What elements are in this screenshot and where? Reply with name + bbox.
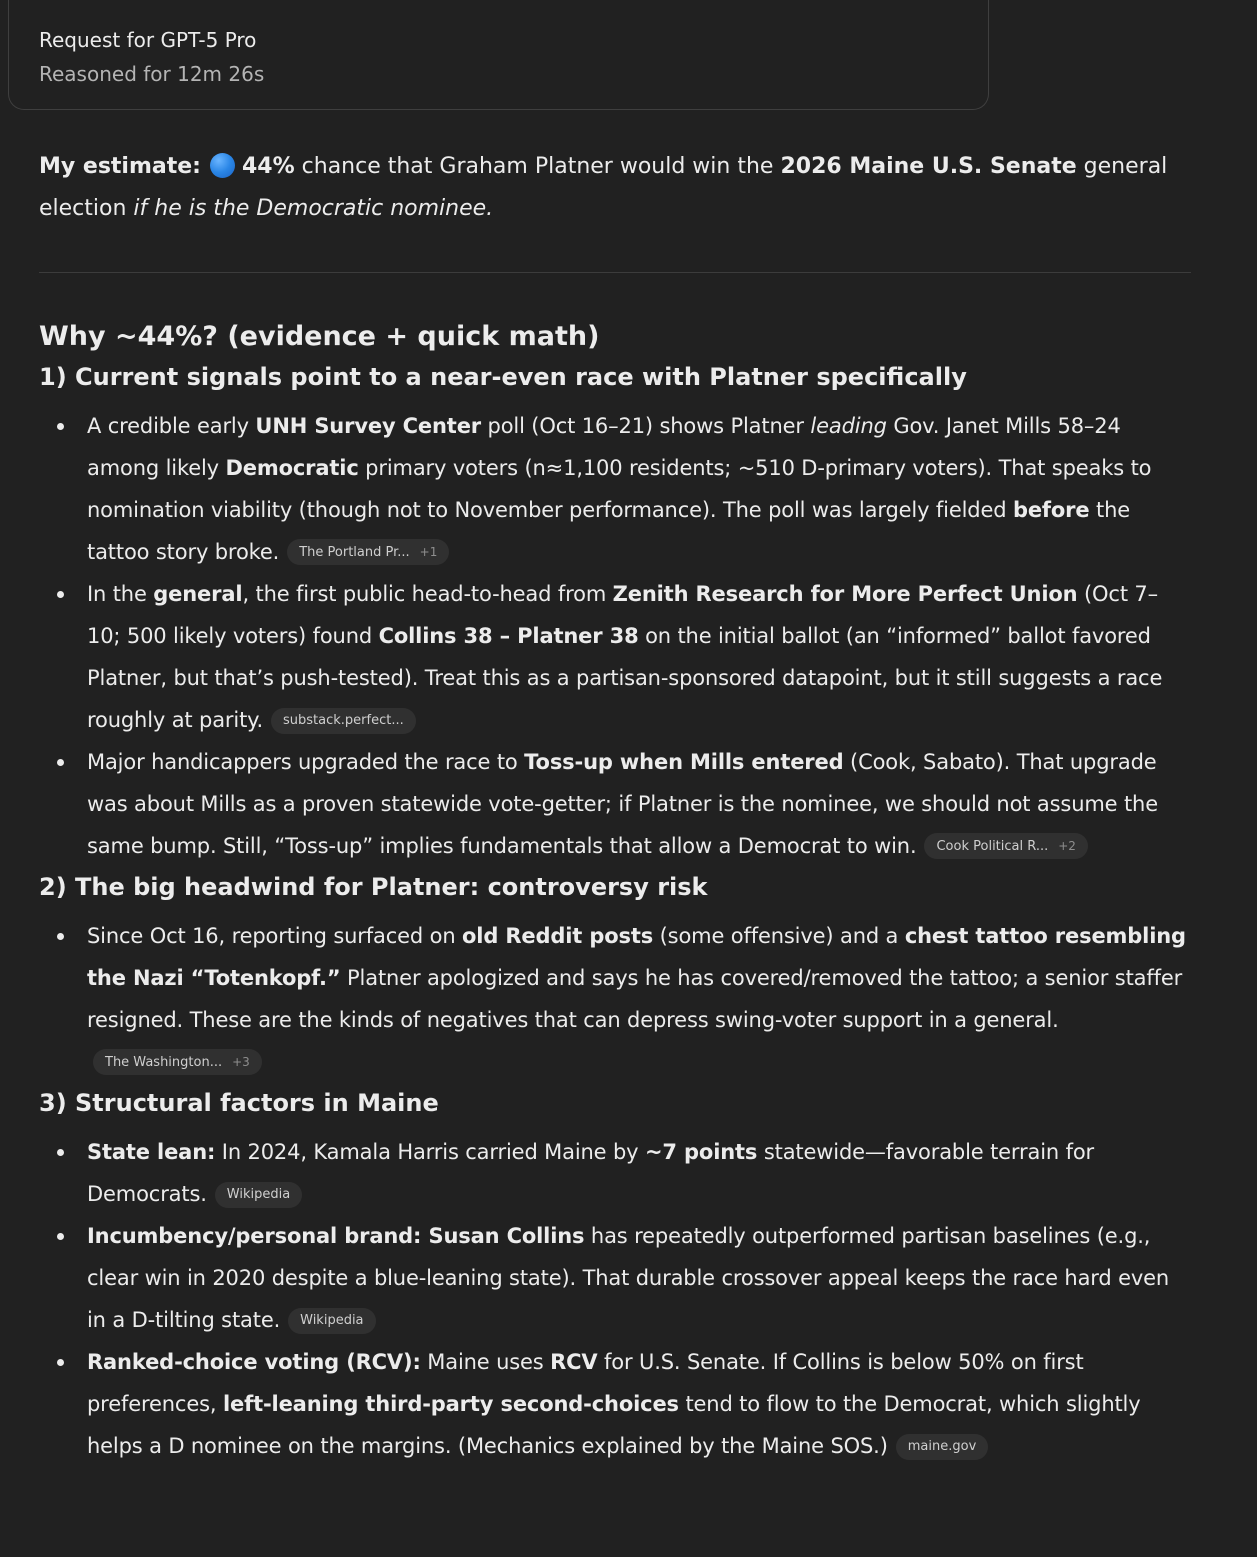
text: statewide—favorable terrain for Democrats. [87, 1140, 1095, 1206]
text: Gov. Janet Mills 58–24 among likely [87, 414, 1121, 480]
divider [39, 272, 1191, 273]
text: , the first public head-to-head from [242, 582, 613, 606]
bold-text: left-leaning third-party second-choices [222, 1392, 679, 1416]
bold-text: Ranked-choice voting (RCV): [87, 1350, 421, 1374]
section-title: 1) Current signals point to a near-even race with Platner specifically [39, 363, 967, 391]
bold-text: before [1012, 498, 1090, 522]
bold-text: ~7 points [644, 1140, 758, 1164]
text: on the initial ballot (an “informed” ballot favored Platner, but that’s push-tested). Treat this as a partisan-sponsored datapoint, but it still suggests a race roughly at parity. [87, 624, 1163, 732]
text: for U.S. Senate. If Collins is below 50% on first preferences, [87, 1350, 1084, 1416]
section-title: 3) Structural factors in Maine [39, 1089, 439, 1117]
blue-circle-icon [210, 153, 235, 178]
section-title: 2) The big headwind for Platner: controversy risk [39, 873, 708, 901]
text: primary voters (n≈1,100 residents; ~510 D-primary voters). That speaks to nomination viability (though not to November performance). The poll was largely fielded [87, 456, 1152, 522]
bold-text: old Reddit posts [462, 924, 654, 948]
response-content [39, 146, 1191, 1467]
bold-text: Zenith Research for More Perfect Union [612, 582, 1078, 606]
text: Maine uses [420, 1350, 551, 1374]
list-item [39, 1341, 1191, 1467]
bullet-list [39, 1131, 1191, 1467]
reasoning-duration[interactable]: Reasoned for 12m 26s [39, 62, 265, 86]
text: In the [87, 582, 154, 606]
source-citation-chip[interactable] [271, 708, 416, 734]
estimate-text-2: general election [39, 154, 1168, 221]
list-item [39, 1131, 1191, 1215]
citation-label: The Portland Pr... [299, 545, 410, 560]
estimate-percent: 44% [241, 154, 295, 179]
bold-text: State lean: [87, 1140, 216, 1164]
citation-label: Cook Political R... [936, 839, 1049, 854]
source-citation-chip[interactable] [896, 1434, 989, 1460]
text: has repeatedly outperformed partisan baselines (e.g., clear win in 2020 despite a blue-leaning state). That durable crossover appeal keeps the race hard even in a D-tilting state. [87, 1224, 1170, 1332]
source-citation-chip[interactable] [215, 1182, 302, 1208]
estimate-paragraph [39, 146, 1191, 230]
request-title: Request for GPT-5 Pro [39, 28, 257, 52]
text: the tattoo story broke. [87, 498, 1131, 564]
text: (Oct 7–10; 500 likely voters) found [87, 582, 1158, 648]
citation-more-count: +2 [1058, 839, 1076, 853]
text: In 2024, Kamala Harris carried Maine by [215, 1140, 645, 1164]
list-item [39, 573, 1191, 741]
estimate-condition: if he is the Democratic nominee. [133, 196, 494, 221]
bold-text: Incumbency/personal brand: Susan Collins [87, 1224, 585, 1248]
source-citation-chip[interactable] [93, 1049, 262, 1075]
citation-label: The Washington... [105, 1055, 223, 1070]
list-item [39, 915, 1191, 1083]
bold-text: UNH Survey Center [255, 414, 481, 438]
text: A credible early [87, 414, 256, 438]
citation-label: substack.perfect... [283, 713, 404, 728]
bold-text: RCV [550, 1350, 598, 1374]
section-heading-why: Why ~44%? (evidence + quick math) [39, 321, 600, 352]
citation-label: Wikipedia [300, 1313, 364, 1328]
citation-label: Wikipedia [226, 1187, 291, 1202]
list-item [39, 405, 1191, 573]
citation-more-count: +1 [419, 545, 438, 559]
sections-container [39, 357, 1191, 1467]
citation-more-count: +3 [232, 1055, 250, 1069]
request-card[interactable] [8, 0, 989, 110]
source-citation-chip[interactable] [288, 1308, 375, 1334]
bold-text: general [153, 582, 243, 606]
italic-text: leading [810, 414, 887, 438]
estimate-label: My estimate: [39, 154, 201, 179]
citation-label: maine.gov [907, 1439, 977, 1454]
text: Platner apologized and says he has covered/removed the tattoo; a senior staffer resigned. These are the kinds of negatives that can depress swing-voter support in a general. [87, 966, 1183, 1032]
text: poll (Oct 16–21) shows Platner [481, 414, 811, 438]
text: tend to flow to the Democrat, which slightly helps a D nominee on the margins. (Mechanics explained by the Maine SOS.) [87, 1392, 1141, 1458]
bold-text: Democratic [225, 456, 359, 480]
estimate-text: chance that Graham Platner would win the [294, 154, 781, 179]
bullet-list [39, 405, 1191, 867]
list-item [39, 1215, 1191, 1341]
text: Major handicappers upgraded the race to [87, 750, 525, 774]
bold-text: Toss-up when Mills entered [524, 750, 844, 774]
estimate-race: 2026 Maine U.S. Senate [780, 154, 1077, 179]
source-citation-chip[interactable] [287, 539, 449, 565]
bold-text: Collins 38 – Platner 38 [378, 624, 639, 648]
text: Since Oct 16, reporting surfaced on [87, 924, 463, 948]
bold-text: chest tattoo resembling the Nazi “Totenkopf.” [87, 924, 1186, 990]
list-item [39, 741, 1191, 867]
source-citation-chip[interactable] [924, 833, 1087, 859]
text: (Cook, Sabato). That upgrade was about Mills as a proven statewide vote-getter; if Platner is the nominee, we should not assume the same bump. Still, “Toss-up” implies fundamentals that allow a Democrat to win. [87, 750, 1158, 858]
bullet-list [39, 915, 1191, 1083]
text: (some offensive) and a [653, 924, 905, 948]
